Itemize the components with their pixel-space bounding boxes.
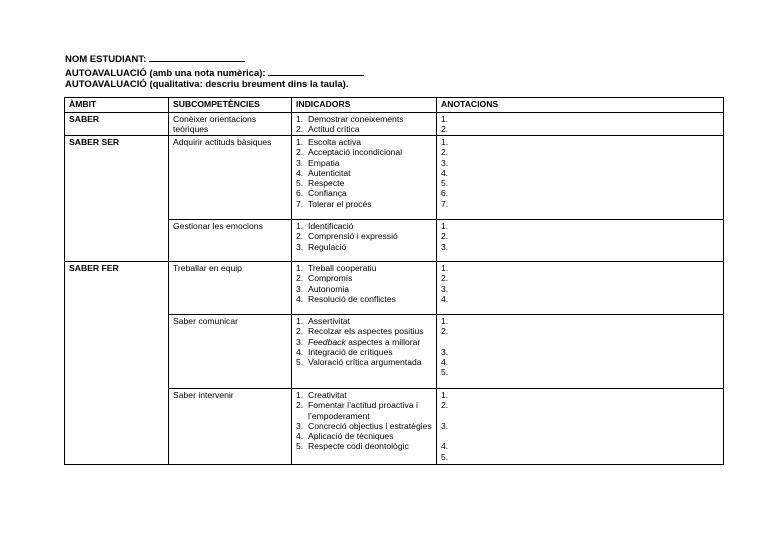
indicator-item	[296, 188, 432, 198]
indicator-number: 1.	[296, 390, 304, 400]
indicator-number: 2.	[296, 231, 304, 242]
numeric-self-assessment-line	[65, 66, 364, 80]
subcompetency-cell: Adquirir actituds bàsiques	[169, 136, 292, 220]
annotation-line[interactable]: 6.	[441, 188, 449, 199]
indicator-text: Autonomia	[308, 283, 350, 294]
annotation-line[interactable]: 5.	[441, 451, 449, 462]
annotation-line[interactable]: 1.	[441, 390, 449, 400]
indicator-text: Creativitat	[308, 390, 347, 400]
indicator-item	[296, 221, 432, 231]
indicator-item	[296, 284, 432, 294]
indicator-item	[296, 263, 432, 273]
indicator-number: 1.	[296, 137, 304, 147]
qualitative-self-assessment-line	[65, 79, 364, 91]
indicator-number: 7.	[296, 198, 304, 209]
table-row	[65, 262, 724, 315]
numeric-self-assessment-label: AUTOAVALUACIÓ (amb una nota numèrica):	[65, 67, 266, 79]
indicator-number: 1.	[296, 263, 304, 273]
indicator-text: Resolució de conflictes	[308, 293, 396, 304]
annotation-line[interactable]: 1.	[441, 221, 449, 231]
indicator-list	[296, 221, 432, 252]
annotation-list	[441, 221, 719, 252]
annotation-line[interactable]	[441, 411, 719, 421]
indicator-number: 2.	[296, 326, 304, 337]
indicator-number: 6.	[296, 188, 304, 199]
indicator-item	[296, 168, 432, 178]
indicator-text: Respecte codi deontològic	[308, 441, 409, 452]
indicator-number: 2.	[296, 147, 304, 158]
indicator-item	[296, 273, 432, 283]
indicator-item	[296, 421, 432, 431]
indicator-number: 2.	[296, 273, 304, 284]
indicator-item	[296, 431, 432, 441]
indicator-item	[296, 294, 432, 304]
annotations-cell[interactable]	[437, 136, 724, 220]
ambit-cell: SABER	[65, 113, 169, 136]
indicator-number: 3.	[296, 336, 304, 347]
indicator-item	[296, 316, 432, 326]
indicator-number: 2.	[296, 400, 304, 411]
indicator-text: Actitud crítica	[308, 124, 360, 135]
annotation-list	[441, 137, 719, 209]
indicator-text: Valoració crítica argumentada	[308, 357, 422, 368]
indicator-item	[296, 400, 432, 421]
indicator-item	[296, 337, 432, 347]
indicators-cell	[292, 262, 437, 315]
indicator-text: Escolta activa	[308, 137, 362, 147]
subcompetency-cell: Gestionar les emocions	[169, 220, 292, 262]
self-assessment-table	[64, 97, 724, 465]
annotations-cell[interactable]	[437, 113, 724, 136]
annotation-list	[441, 114, 719, 135]
indicator-text: Feedback aspectes a millorar	[308, 336, 421, 347]
indicator-number: 4.	[296, 293, 304, 304]
annotation-line[interactable]: 5.	[441, 178, 449, 189]
header-annotations: ANOTACIONS	[437, 98, 724, 113]
numeric-grade-field[interactable]	[268, 66, 364, 76]
indicators-cell	[292, 113, 437, 136]
annotation-list	[441, 390, 719, 462]
subcompetency-cell: Treballar en equip	[169, 262, 292, 315]
feedback-emphasis: Feedback	[308, 336, 346, 347]
table-header-row	[65, 98, 724, 113]
indicator-item	[296, 137, 432, 147]
indicators-cell	[292, 136, 437, 220]
annotation-line[interactable]: 2.	[441, 147, 449, 158]
student-name-line	[65, 52, 364, 66]
indicator-number: 3.	[296, 420, 304, 431]
indicator-text: Integració de crítiques	[308, 346, 393, 357]
annotation-line[interactable]: 1.	[441, 263, 449, 273]
indicator-item	[296, 357, 432, 367]
indicator-list	[296, 114, 432, 135]
annotation-line[interactable]: 1.	[441, 316, 449, 326]
annotation-line[interactable]: 1.	[441, 114, 449, 124]
indicator-number: 1.	[296, 221, 304, 231]
indicator-item	[296, 231, 432, 241]
header-indicators: INDICADORS	[292, 98, 437, 113]
annotation-line[interactable]: 3.	[441, 157, 449, 168]
indicator-item	[296, 441, 432, 451]
annotation-line[interactable]: 3.	[441, 420, 449, 431]
indicator-text: Respecte	[308, 178, 345, 189]
indicator-text: Regulació	[308, 241, 347, 252]
annotations-cell[interactable]	[437, 315, 724, 389]
indicator-number: 1.	[296, 114, 304, 124]
student-name-field[interactable]	[149, 52, 245, 62]
indicator-text: Confiança	[308, 188, 347, 199]
indicator-text: Recolzar els aspectes positius	[308, 326, 424, 337]
indicator-item	[296, 178, 432, 188]
annotation-line[interactable]: 3.	[441, 283, 449, 294]
table-body	[65, 113, 724, 465]
annotations-cell[interactable]	[437, 220, 724, 262]
subcompetency-cell: Saber comunicar	[169, 315, 292, 389]
indicator-text: Assertivitat	[308, 316, 351, 326]
indicator-text: Identificació	[308, 221, 354, 231]
annotation-line[interactable]: 1.	[441, 137, 449, 147]
indicator-text: Aplicació de tècniques	[308, 431, 394, 442]
indicator-number: 4.	[296, 431, 304, 442]
table-row	[65, 113, 724, 136]
indicator-text: Autenticitat	[308, 167, 351, 178]
indicator-item	[296, 114, 432, 124]
indicator-number: 3.	[296, 241, 304, 252]
indicator-item	[296, 326, 432, 336]
annotations-cell[interactable]	[437, 262, 724, 315]
annotation-line[interactable]: 3.	[441, 241, 449, 252]
ambit-cell: SABER SER	[65, 136, 169, 262]
indicator-item	[296, 158, 432, 168]
header-subcompetencies: SUBCOMPETÈNCIES	[169, 98, 292, 113]
form-header	[65, 52, 364, 91]
indicator-text: Acceptació incondicional	[308, 147, 403, 158]
annotation-line[interactable]: 2.	[441, 400, 449, 411]
annotation-line[interactable]	[441, 431, 719, 441]
indicator-text: Treball cooperatiu	[308, 263, 377, 273]
indicator-item	[296, 390, 432, 400]
annotation-line[interactable]: 4.	[441, 357, 449, 368]
annotation-line[interactable]: 5.	[441, 367, 449, 378]
indicator-list	[296, 263, 432, 304]
subcompetency-cell: Saber intervenir	[169, 389, 292, 465]
indicator-text: Compromís	[308, 273, 353, 284]
annotation-list	[441, 316, 719, 378]
ambit-cell: SABER FER	[65, 262, 169, 465]
indicator-number: 1.	[296, 316, 304, 326]
student-name-label: NOM ESTUDIANT:	[65, 54, 147, 65]
indicator-number: 5.	[296, 178, 304, 189]
indicator-number: 3.	[296, 157, 304, 168]
indicator-item	[296, 147, 432, 157]
indicators-cell	[292, 220, 437, 262]
annotation-line[interactable]: 2.	[441, 326, 449, 337]
annotation-line[interactable]: 4.	[441, 167, 449, 178]
annotation-line[interactable]: 4.	[441, 441, 449, 452]
annotation-line[interactable]: 4.	[441, 293, 449, 304]
annotation-line[interactable]	[441, 337, 719, 347]
indicator-text: Tolerar el procés	[308, 198, 372, 209]
indicator-number: 5.	[296, 441, 304, 452]
indicators-cell	[292, 389, 437, 465]
indicators-cell	[292, 315, 437, 389]
indicator-text: Comprensió i expressió	[308, 231, 398, 242]
indicator-text: Fomentar l’actitud proactiva i l’empoderament	[308, 400, 418, 421]
indicator-text: Empatia	[308, 157, 340, 168]
annotation-line[interactable]: 3.	[441, 346, 449, 357]
annotation-list	[441, 263, 719, 304]
annotations-cell[interactable]	[437, 389, 724, 465]
indicator-item	[296, 124, 432, 134]
indicator-item	[296, 242, 432, 252]
indicator-number: 4.	[296, 346, 304, 357]
subcompetency-cell: Conèixer orientacions teòriques	[169, 113, 292, 136]
indicator-number: 2.	[296, 124, 304, 135]
indicator-list	[296, 316, 432, 367]
annotation-line[interactable]: 2.	[441, 231, 449, 242]
indicator-item	[296, 347, 432, 357]
annotation-line[interactable]: 2.	[441, 124, 449, 135]
indicator-number: 3.	[296, 283, 304, 294]
indicator-list	[296, 390, 432, 452]
indicator-number: 5.	[296, 357, 304, 368]
annotation-line[interactable]: 7.	[441, 198, 449, 209]
indicator-list	[296, 137, 432, 209]
indicator-text: Demostrar coneixements	[308, 114, 404, 124]
indicator-text: Concreció objectius i estratègies	[308, 420, 432, 431]
indicator-number: 4.	[296, 167, 304, 178]
annotation-line[interactable]: 2.	[441, 273, 449, 284]
header-ambit: ÀMBIT	[65, 98, 169, 113]
qualitative-self-assessment-label: AUTOAVALUACIÓ (qualitativa: descriu breument dins la taula).	[65, 79, 349, 90]
indicator-item	[296, 199, 432, 209]
table-row	[65, 136, 724, 220]
